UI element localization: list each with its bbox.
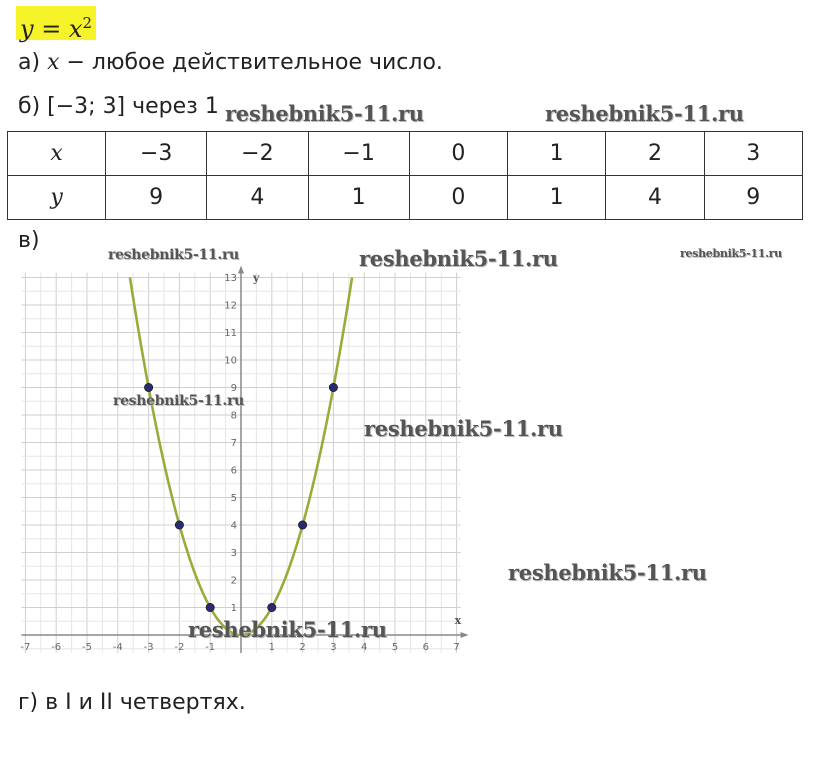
table-cell: −2	[207, 132, 308, 176]
axes	[21, 266, 468, 654]
part-b: б) [−3; 3] через 1	[18, 94, 219, 119]
x-tick-label: 7	[453, 642, 460, 653]
x-tick-label: -5	[82, 642, 92, 653]
y-tick-label: 9	[230, 383, 237, 394]
table-header-x: x	[8, 132, 106, 176]
parabola-graph	[15, 255, 475, 665]
table-cell: 1	[308, 176, 409, 220]
data-point	[144, 383, 152, 391]
watermark: reshebnik5-11.ru	[364, 416, 563, 441]
y-tick-label: 2	[230, 575, 237, 587]
values-table	[7, 131, 803, 220]
y-tick-label: 5	[230, 493, 237, 504]
watermark: reshebnik5-11.ru	[545, 101, 744, 126]
watermark: reshebnik5-11.ru	[113, 393, 244, 409]
table-cell: 9	[106, 176, 207, 220]
y-tick-label: 12	[224, 300, 237, 312]
tick-labels	[20, 273, 459, 653]
x-tick-label: 4	[361, 642, 368, 653]
x-tick-label: -4	[112, 642, 123, 653]
part-g: г) в I и II четвертях.	[18, 690, 246, 715]
watermark: reshebnik5-11.ru	[225, 101, 424, 126]
table-cell: 3	[704, 132, 802, 176]
x-tick-label: -2	[174, 642, 185, 653]
y-tick-label: 10	[224, 355, 237, 367]
watermark: reshebnik5-11.ru	[508, 560, 707, 585]
x-tick-label: -6	[51, 642, 62, 653]
y-tick-label: 7	[230, 438, 237, 449]
y-tick-label: 13	[224, 273, 237, 284]
part-a-prefix: а)	[18, 50, 48, 75]
table-cell: 9	[704, 176, 802, 220]
x-tick-label: -1	[205, 642, 216, 653]
part-a-variable: x	[47, 50, 60, 75]
table-cell: 2	[606, 132, 704, 176]
x-tick-label: -3	[143, 642, 154, 653]
y-tick-label: 11	[224, 328, 237, 339]
table-cell: 0	[409, 132, 507, 176]
data-point	[268, 603, 276, 611]
x-tick-label: 5	[391, 642, 399, 653]
data-point	[298, 521, 306, 529]
y-axis-label: y	[253, 271, 260, 285]
y-tick-label: 8	[230, 410, 237, 422]
x-tick-label: 2	[299, 642, 306, 653]
part-a	[18, 50, 443, 75]
y-axis-arrow	[238, 266, 244, 274]
x-axis-arrow	[461, 632, 469, 638]
x-tick-label: -7	[20, 642, 31, 653]
part-a-text: − любое действительное число.	[59, 50, 443, 75]
table-cell: 4	[207, 176, 308, 220]
y-tick-label: 6	[230, 465, 237, 477]
formula-base: y = x	[20, 15, 83, 43]
table-row-y	[8, 176, 803, 220]
data-point	[329, 383, 337, 391]
watermark: reshebnik5-11.ru	[108, 247, 239, 263]
x-tick-label: 3	[330, 642, 337, 653]
watermark: reshebnik5-11.ru	[188, 617, 387, 642]
x-tick-label: 1	[268, 642, 275, 653]
data-point	[206, 603, 214, 611]
x-tick-label: 6	[422, 642, 429, 653]
function-formula	[16, 6, 96, 43]
table-cell: 0	[409, 176, 507, 220]
y-tick-label: 3	[230, 548, 237, 559]
table-cell: 1	[508, 176, 606, 220]
table-row-x	[8, 132, 803, 176]
data-point	[175, 521, 183, 529]
table-cell: 4	[606, 176, 704, 220]
table-cell: −3	[106, 132, 207, 176]
table-cell: −1	[308, 132, 409, 176]
y-tick-label: 1	[230, 603, 237, 614]
watermark: reshebnik5-11.ru	[359, 246, 558, 271]
y-tick-label: 4	[230, 520, 237, 532]
table-header-y: y	[8, 176, 106, 220]
table-cell: 1	[508, 132, 606, 176]
part-v-label: в)	[18, 228, 40, 253]
watermark: reshebnik5-11.ru	[680, 247, 782, 260]
formula-exponent: 2	[82, 14, 93, 32]
x-axis-label: x	[454, 614, 462, 627]
